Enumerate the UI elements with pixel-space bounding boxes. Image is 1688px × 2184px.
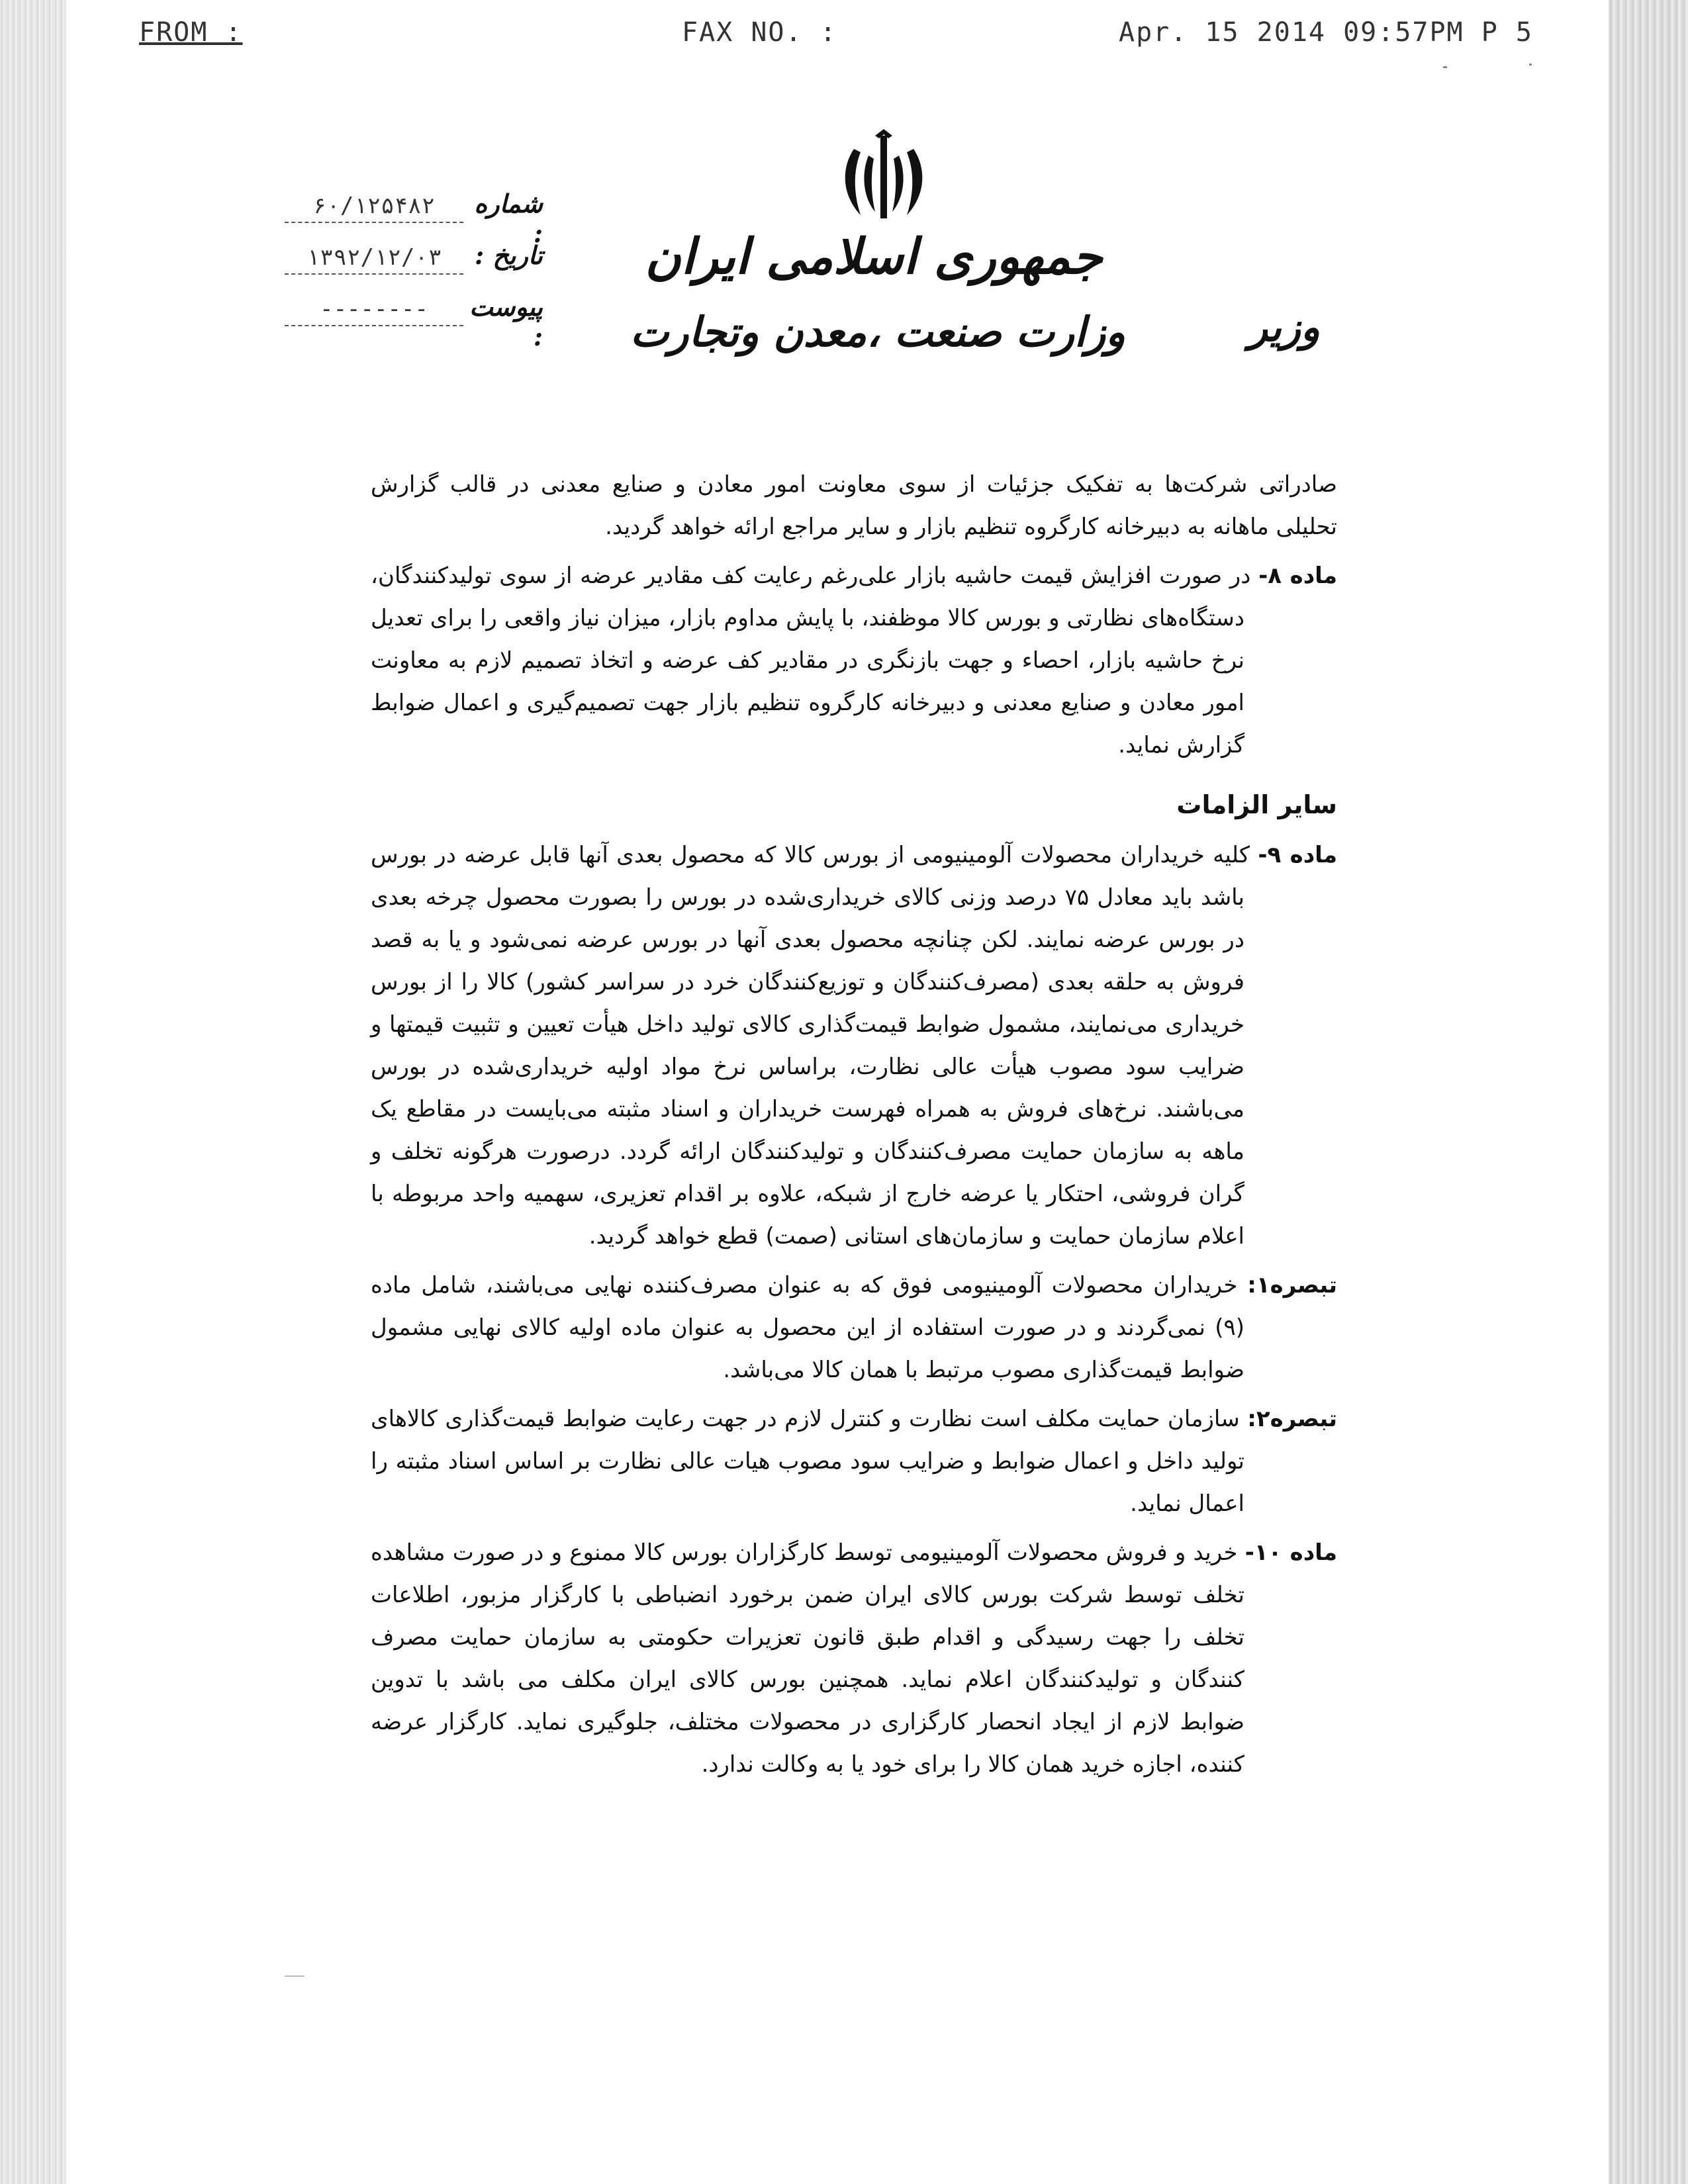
- attachment-value: --------: [285, 296, 463, 326]
- article-9: [371, 834, 1337, 1257]
- fax-header: [139, 17, 1533, 57]
- scan-edge-left: [0, 0, 66, 2184]
- meta-attachment-row: [278, 292, 543, 351]
- number-label: شماره :: [474, 189, 543, 248]
- scan-speck: [1443, 66, 1447, 68]
- note-1: [371, 1264, 1337, 1391]
- article-10: [371, 1531, 1337, 1786]
- article-8: [371, 555, 1337, 766]
- fax-timestamp: Apr. 15 2014 09:57PM P 5: [1119, 17, 1533, 48]
- note-2-text: سازمان حمایت مکلف است نظارت و کنترل لازم در جهت رعایت ضوابط قیمت‌گذاری کالاهای تولید داخل و اعمال ضوابط و ضرایب سود مصوب هیات عالی نظارت بر اساس اسناد مثبته را اعمال نماید.: [371, 1406, 1244, 1517]
- scan-speck: [1529, 64, 1532, 66]
- scan-speck: [285, 1976, 305, 1977]
- scan-edge-right: [1609, 0, 1688, 2184]
- meta-number-row: [278, 189, 543, 248]
- article-9-text: کلیه خریداران محصولات آلومینیومی از بورس کالا که محصول بعدی آنها قابل عرضه در بورس باشد باید معادل ۷۵ درصد وزنی کالای خریداری‌شده در بورس را بصورت محصول چرخه بعدی در بورس عرضه نمایند. لکن چنانچه محصول بعدی آنها در بورس عرضه نمی‌شود و یا به قصد فروش به حلقه بعدی (مصرف‌کنندگان و توزیع‌کنندگان خرد در سراسر کشور) کالا را از بورس خریداری می‌نمایند، مشمول ضوابط قیمت‌گذاری کالای تولید داخل هیأت تعیین و تثبیت قیمتها و ضرایب سود مصوب هیأت عالی نظارت، براساس نرخ مواد اولیه خریداری‌شده در بورس می‌باشند. نرخ‌های فروش به همراه فهرست خریداران و اسناد مثبته می‌بایست در مقاطع یک ماهه به سازمان حمایت مصرف‌کنندگان و تولیدکنندگان ارائه گردد. درصورت هرگونه تخلف و گران فروشی، احتکار یا عرضه خارج از شبکه، علاوه بر اقدام تعزیری، سهمیه واحد مربوطه با اعلام سازمان حمایت و سازمان‌های استانی (صمت) قطع خواهد گردید.: [371, 842, 1250, 1250]
- article-10-label: ماده ۱۰-: [1244, 1539, 1337, 1566]
- intro-paragraph: صادراتی شرکت‌ها به تفکیک جزئیات از سوی معاونت امور معادن و صنایع معدنی در قالب گزارش تحلیلی ماهانه به دبیرخانه کارگروه تنظیم بازار و سایر مراجع ارائه خواهد گردید.: [371, 471, 1337, 540]
- country-title: جمهوری اسلامی ایران: [645, 228, 1103, 285]
- article-9-label: ماده ۹-: [1258, 842, 1337, 868]
- section-heading-other-requirements: سایر الزامات: [1176, 790, 1337, 819]
- ministry-title: وزارت صنعت ،معدن وتجارت: [630, 308, 1125, 356]
- article-8-label: ماده ۸-: [1258, 563, 1338, 589]
- number-value: ۶۰/۱۲۵۴۸۲: [285, 193, 463, 223]
- meta-date-row: [278, 240, 543, 292]
- note-1-label: تبصره۱:: [1247, 1272, 1337, 1298]
- letter-body: [371, 463, 1337, 1792]
- fax-number: FAX NO. :: [682, 17, 837, 48]
- note-2: [371, 1398, 1337, 1525]
- letter-meta: [278, 189, 543, 351]
- article-10-text: خرید و فروش محصولات آلومینیومی توسط کارگزاران بورس کالا ممنوع و در صورت مشاهده تخلف توسط شرکت بورس کالای ایران ضمن برخورد انضباطی با کارگزار مزبور، اطلاعات تخلف را جهت رسیدگی و اقدام طبق قانون تعزیرات حکومتی به سازمان حمایت مصرف کنندگان و تولیدکنندگان اعلام نماید. همچنین بورس کالای ایران مکلف می باشد با تدوین ضوابط لازم از ایجاد انحصار کارگزاری در محصولات مختلف، جلوگیری نماید. کارگزار عرضه کننده، اجازه خرید همان کالا را برای خود یا به وکالت ندارد.: [371, 1539, 1244, 1778]
- date-value: ۱۳۹۲/۱۲/۰۳: [285, 244, 463, 275]
- fax-from: FROM :: [139, 17, 243, 48]
- minister-label: وزیر: [1248, 304, 1320, 351]
- attachment-label: پیوست :: [469, 292, 543, 351]
- iran-emblem-icon: [834, 129, 933, 228]
- note-1-text: خریداران محصولات آلومینیومی فوق که به عنوان مصرف‌کننده نهایی می‌باشند، شامل ماده (۹) نمی‌گردند و در صورت استفاده از این محصول به عنوان ماده اولیه کالای نهایی مشمول ضوابط قیمت‌گذاری مصوب مرتبط با همان کالا می‌باشد.: [371, 1272, 1244, 1383]
- article-8-text: در صورت افزایش قیمت حاشیه بازار علی‌رغم رعایت کف مقادیر عرضه از سوی تولیدکنندگان، دستگاه‌های نظارتی و بورس کالا موظفند، با پایش مداوم بازار، میزان نیاز واقعی را برای تعدیل نرخ حاشیه بازار، احصاء و جهت بازنگری در مقادیر کف عرضه و اتخاذ تصمیم لازم به معاونت امور معادن و صنایع معدنی و دبیرخانه کارگروه تنظیم بازار جهت تصمیم‌گیری و اعمال ضوابط گزارش نماید.: [371, 563, 1251, 758]
- note-2-label: تبصره۲:: [1247, 1406, 1337, 1432]
- date-label: تاریخ :: [475, 240, 543, 270]
